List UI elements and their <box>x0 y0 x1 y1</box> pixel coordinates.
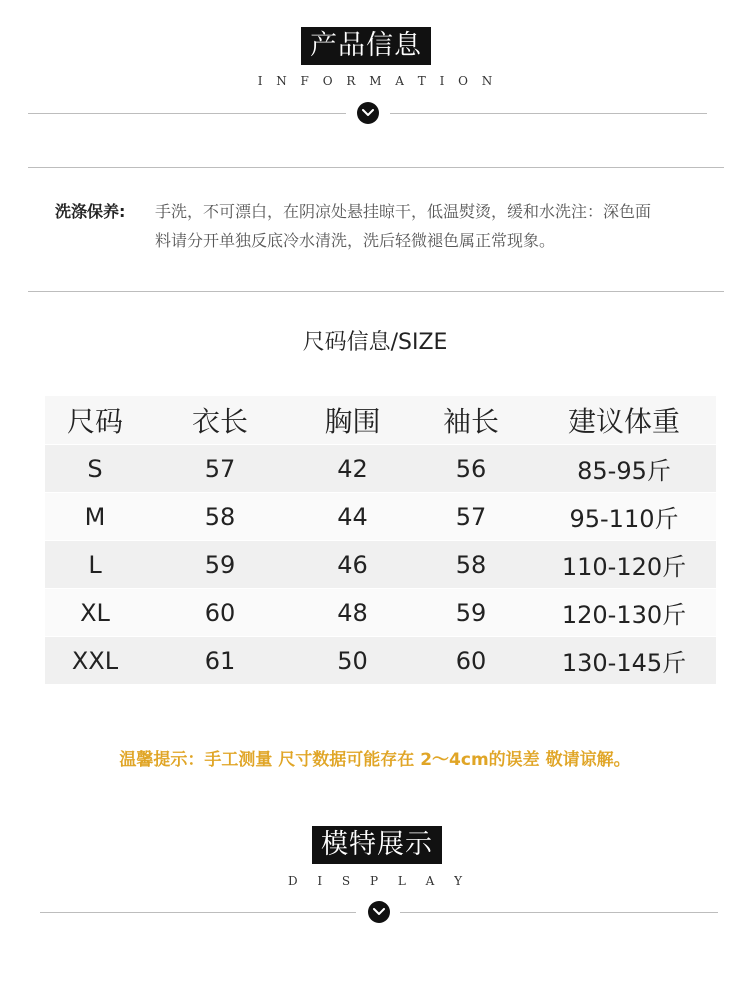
table-cell: 60 <box>145 589 295 637</box>
table-cell: 61 <box>145 637 295 685</box>
measurement-tip: 温馨提示：手工测量 尺寸数据可能存在 2～4cm的误差 敬请谅解。 <box>119 750 631 770</box>
section-subtitle-display: D I S P L A Y <box>287 874 463 888</box>
table-row <box>45 445 716 493</box>
table-cell: 48 <box>295 589 410 637</box>
divider-line-left <box>28 113 346 114</box>
divider-line-right <box>390 113 707 114</box>
table-cell: 120-130斤 <box>532 589 716 637</box>
table-cell: XL <box>45 589 145 637</box>
column-header-weight: 建议体重 <box>532 396 716 445</box>
table-cell: 59 <box>410 589 532 637</box>
table-cell: 59 <box>145 541 295 589</box>
size-heading: 尺码信息/SIZE <box>302 330 448 355</box>
table-row <box>45 637 716 685</box>
column-header-length: 衣长 <box>145 396 295 445</box>
divider <box>28 167 724 168</box>
table-row <box>45 541 716 589</box>
chevron-down-icon[interactable] <box>357 102 379 124</box>
divider-line-right <box>400 912 718 913</box>
table-cell: 58 <box>145 493 295 541</box>
divider <box>28 291 724 292</box>
table-row <box>45 493 716 541</box>
table-cell: XXL <box>45 637 145 685</box>
table-cell: 85-95斤 <box>532 445 716 493</box>
table-cell: 46 <box>295 541 410 589</box>
care-text: 手洗，不可漂白，在阴凉处悬挂晾干，低温熨烫，缓和水洗注：深色面料请分开单独反底冷水清洗，洗后轻微褪色属正常现象。 <box>155 202 652 250</box>
table-cell: 50 <box>295 637 410 685</box>
table-cell: M <box>45 493 145 541</box>
table-cell: 56 <box>410 445 532 493</box>
table-row <box>45 589 716 637</box>
column-header-sleeve: 袖长 <box>410 396 532 445</box>
section-title-display: 模特展示 <box>312 826 442 864</box>
table-cell: 44 <box>295 493 410 541</box>
table-header-row <box>45 396 716 445</box>
table-cell: 95-110斤 <box>532 493 716 541</box>
table-cell: 130-145斤 <box>532 637 716 685</box>
care-label: 洗涤保养: <box>55 202 126 221</box>
table-cell: 57 <box>145 445 295 493</box>
size-table <box>45 396 716 684</box>
care-instructions <box>55 197 665 255</box>
table-cell: S <box>45 445 145 493</box>
column-header-chest: 胸围 <box>295 396 410 445</box>
section-subtitle-info: I N F O R M A T I O N <box>257 74 493 88</box>
table-cell: 110-120斤 <box>532 541 716 589</box>
column-header-size: 尺码 <box>45 396 145 445</box>
table-cell: 42 <box>295 445 410 493</box>
section-title-info: 产品信息 <box>301 27 431 65</box>
divider-line-left <box>40 912 356 913</box>
table-cell: L <box>45 541 145 589</box>
table-cell: 60 <box>410 637 532 685</box>
table-cell: 57 <box>410 493 532 541</box>
chevron-down-icon[interactable] <box>368 901 390 923</box>
table-cell: 58 <box>410 541 532 589</box>
